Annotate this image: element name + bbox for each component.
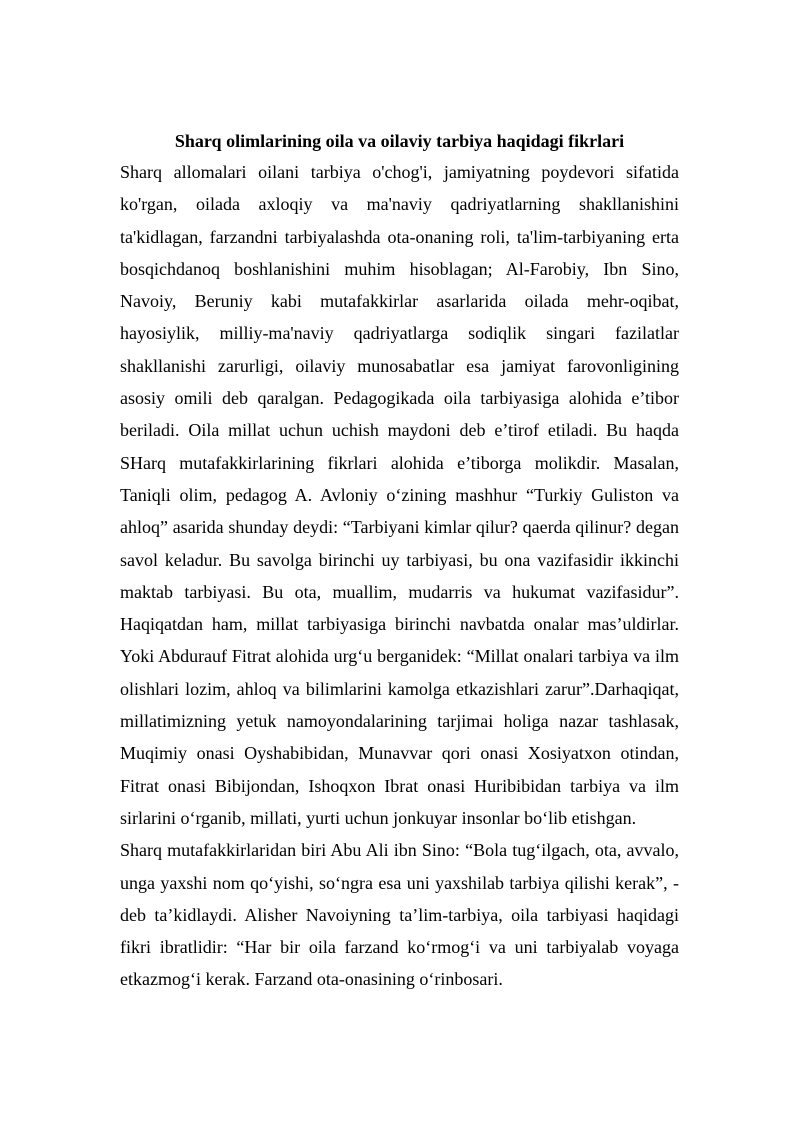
paragraph-2: Sharq mutafakkirlaridan biri Abu Ali ibn Sino: “Bola tug‘ilgach, ota, avvalo, unga yaxshi nom qo‘yishi, so‘ngra esa uni yaxshilab tarbiya qilishi kerak”, - deb ta’kidlaydi. Alisher Navoiyning ta’lim-tarbiya, oila tarbiyasi haqidagi fikri ibratlidir: “Har bir oila farzand ko‘rmog‘i va uni tarbiyalab voyaga etkazmog‘i kerak. Farzand ota-onasining o‘rinbosari. [120,840,679,990]
paragraph-1: Sharq allomalari oilani tarbiya o'chog'i, jamiyatning poydevori sifatida ko'rgan, oilada axloqiy va ma'naviy qadriyatlarning shakllanishini ta'kidlagan, farzandni tarbiyalashda ota-onaning roli, ta'lim-tarbiyaning erta bosqichdanoq boshlanishini muhim hisoblagan; Al-Farobiy, Ibn Sino, Navoiy, Beruniy kabi mutafakkirlar asarlarida oilada mehr-oqibat, hayosiylik, milliy-ma'naviy qadriyatlarga sodiqlik singari fazilatlar shakllanishi zarurligi, oilaviy munosabatlar esa jamiyat farovonligining asosiy omili deb qaralgan. Pedagogikada oila tarbiyasiga alohida e’tibor beriladi. Oila millat uchun uchish maydoni deb e’tirof etiladi. Bu haqda SHarq mutafakkirlarining fikrlari alohida e’tiborga molikdir. Masalan, Taniqli olim, pedagog A. Avloniy o‘zining mashhur “Turkiy Guliston va ahloq” asarida shunday deydi: “Tarbiyani kimlar qilur? qaerda qilinur? degan savol keladur. Bu savolga birinchi uy tarbiyasi, bu ona vazifasidir ikkinchi maktab tarbiyasi. Bu ota, muallim, mudarris va hukumat vazifasidur”. Haqiqatdan ham, millat tarbiyasiga birinchi navbatda onalar mas’uldirlar. Yoki Abdurauf Fitrat alohida urg‘u berganidek: “Millat onalari tarbiya va ilm olishlari lozim, ahloq va bilimlarini kamolga etkazishlari zarur”.Darhaqiqat, millatimizning yetuk namoyondalarining tarjimai holiga nazar tashlasak, Muqimiy onasi Oyshabibidan, Munavvar qori onasi Xosiyatxon otindan, Fitrat onasi Bibijondan, Ishoqxon Ibrat onasi Huribibidan tarbiya va ilm sirlarini o‘rganib, millati, yurti uchun jonkuyar insonlar bo‘lib etishgan. [120,162,679,828]
document-title: Sharq olimlarining oila va oilaviy tarbiya haqidagi fikrlari [174,131,625,151]
document-page [120,126,679,996]
